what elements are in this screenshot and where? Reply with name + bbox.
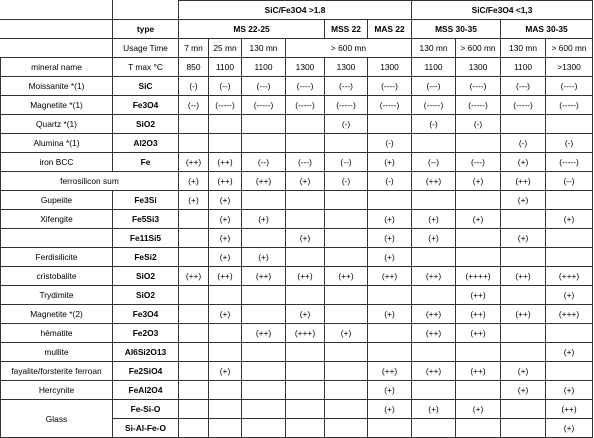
value-cell bbox=[501, 286, 546, 305]
mineral-name-cell: Gupeiite bbox=[1, 191, 113, 210]
value-cell: (+) bbox=[501, 191, 546, 210]
value-cell: (-----) bbox=[501, 96, 546, 115]
value-cell: (-----) bbox=[546, 96, 593, 115]
value-cell bbox=[242, 381, 286, 400]
value-cell bbox=[412, 191, 456, 210]
series-header-row bbox=[1, 20, 593, 39]
value-cell bbox=[179, 419, 209, 438]
usage-time-row bbox=[1, 39, 593, 58]
value-cell: (+) bbox=[179, 191, 209, 210]
value-cell bbox=[325, 419, 368, 438]
value-cell bbox=[179, 324, 209, 343]
value-cell bbox=[242, 362, 286, 381]
value-cell bbox=[501, 248, 546, 267]
value-cell: (+) bbox=[209, 362, 242, 381]
table-row bbox=[1, 191, 593, 210]
value-cell bbox=[412, 343, 456, 362]
table-row bbox=[1, 267, 593, 286]
mineral-name-cell: hématite bbox=[1, 324, 113, 343]
value-cell: (++) bbox=[242, 324, 286, 343]
value-cell bbox=[179, 286, 209, 305]
value-cell bbox=[456, 419, 501, 438]
value-cell: (--) bbox=[325, 153, 368, 172]
type-cell: Fe11Si5 bbox=[113, 229, 179, 248]
value-cell bbox=[209, 134, 242, 153]
value-cell: (++) bbox=[412, 172, 456, 191]
value-cell bbox=[242, 419, 286, 438]
value-cell: (--) bbox=[209, 77, 242, 96]
value-cell bbox=[286, 381, 325, 400]
value-cell bbox=[501, 115, 546, 134]
value-cell: (++) bbox=[179, 267, 209, 286]
value-cell bbox=[456, 248, 501, 267]
value-cell: (+) bbox=[209, 191, 242, 210]
value-cell: (++) bbox=[412, 305, 456, 324]
type-cell: Si-Al-Fe-O bbox=[113, 419, 179, 438]
value-cell: (----) bbox=[546, 77, 593, 96]
value-cell bbox=[286, 191, 325, 210]
value-cell: (+) bbox=[368, 210, 412, 229]
value-cell bbox=[286, 362, 325, 381]
mineral-name-cell: cristobalite bbox=[1, 267, 113, 286]
time-cell: 25 mn bbox=[209, 39, 242, 58]
value-cell: (---) bbox=[242, 77, 286, 96]
usage-time-label: Usage Time bbox=[113, 39, 179, 58]
temp-cell: 1300 bbox=[456, 58, 501, 77]
value-cell: (+) bbox=[412, 229, 456, 248]
type-cell: Al6Si2O13 bbox=[113, 343, 179, 362]
value-cell bbox=[325, 286, 368, 305]
table-row bbox=[1, 362, 593, 381]
value-cell: (+) bbox=[286, 229, 325, 248]
mineral-name-cell: Magnetite *(2) bbox=[1, 305, 113, 324]
temp-cell: 850 bbox=[179, 58, 209, 77]
value-cell: (---) bbox=[325, 77, 368, 96]
value-cell: (-----) bbox=[368, 96, 412, 115]
mineral-name-cell: Glass bbox=[1, 400, 113, 438]
value-cell bbox=[325, 134, 368, 153]
value-cell bbox=[209, 343, 242, 362]
value-cell bbox=[242, 229, 286, 248]
tmax-label: T max °C bbox=[113, 58, 179, 77]
value-cell: (++) bbox=[501, 267, 546, 286]
value-cell: (+) bbox=[501, 153, 546, 172]
value-cell: (-----) bbox=[209, 96, 242, 115]
value-cell bbox=[546, 248, 593, 267]
table-row bbox=[1, 77, 593, 96]
value-cell: (++) bbox=[325, 267, 368, 286]
value-cell: (-) bbox=[456, 115, 501, 134]
series-header: MS 22-25 bbox=[179, 20, 325, 39]
value-cell: (-----) bbox=[325, 96, 368, 115]
type-cell: Fe3Si bbox=[113, 191, 179, 210]
value-cell: (-----) bbox=[242, 96, 286, 115]
table-row bbox=[1, 324, 593, 343]
value-cell: (-) bbox=[325, 115, 368, 134]
value-cell: (+++) bbox=[546, 267, 593, 286]
table-row bbox=[1, 400, 593, 419]
value-cell bbox=[368, 115, 412, 134]
value-cell: (++) bbox=[456, 286, 501, 305]
value-cell bbox=[456, 134, 501, 153]
value-cell: (+++) bbox=[286, 324, 325, 343]
value-cell: (-) bbox=[368, 172, 412, 191]
table-row bbox=[1, 248, 593, 267]
time-cell: 7 mn bbox=[179, 39, 209, 58]
table-row bbox=[1, 115, 593, 134]
value-cell bbox=[368, 324, 412, 343]
mineral-name-cell: mullite bbox=[1, 343, 113, 362]
temp-cell: 1100 bbox=[242, 58, 286, 77]
value-cell bbox=[325, 400, 368, 419]
type-cell: SiO2 bbox=[113, 286, 179, 305]
type-cell: SiC bbox=[113, 77, 179, 96]
value-cell: (+) bbox=[325, 324, 368, 343]
type-cell: Al2O3 bbox=[113, 134, 179, 153]
value-cell: (+) bbox=[546, 286, 593, 305]
value-cell: (---) bbox=[286, 153, 325, 172]
value-cell: (++) bbox=[456, 362, 501, 381]
value-cell: (-----) bbox=[412, 96, 456, 115]
value-cell: (--) bbox=[242, 153, 286, 172]
value-cell bbox=[242, 400, 286, 419]
mineral-name-cell: iron BCC bbox=[1, 153, 113, 172]
value-cell: (---) bbox=[456, 153, 501, 172]
value-cell: (-----) bbox=[546, 153, 593, 172]
mineral-name-cell: Magnetite *(1) bbox=[1, 96, 113, 115]
series-header: MSS 30-35 bbox=[412, 20, 501, 39]
mineral-name-cell: Xifengite bbox=[1, 210, 113, 229]
value-cell: (+) bbox=[412, 210, 456, 229]
value-cell: (-) bbox=[368, 134, 412, 153]
temp-cell: 1100 bbox=[501, 58, 546, 77]
temp-cell: 1100 bbox=[412, 58, 456, 77]
value-cell: (++) bbox=[456, 324, 501, 343]
type-cell: Fe-Si-O bbox=[113, 400, 179, 419]
value-cell bbox=[546, 191, 593, 210]
value-cell bbox=[368, 343, 412, 362]
value-cell: (++) bbox=[412, 324, 456, 343]
value-cell bbox=[179, 115, 209, 134]
value-cell: (-) bbox=[501, 134, 546, 153]
value-cell: (----) bbox=[368, 77, 412, 96]
value-cell bbox=[501, 400, 546, 419]
value-cell bbox=[456, 343, 501, 362]
value-cell bbox=[325, 229, 368, 248]
value-cell: (+) bbox=[286, 305, 325, 324]
mineral-name-cell: Hercynite bbox=[1, 381, 113, 400]
type-cell: SiO2 bbox=[113, 115, 179, 134]
value-cell bbox=[209, 286, 242, 305]
table-row bbox=[1, 172, 593, 191]
value-cell: (++) bbox=[501, 172, 546, 191]
value-cell: (+) bbox=[209, 305, 242, 324]
value-cell: (+) bbox=[368, 305, 412, 324]
value-cell bbox=[286, 115, 325, 134]
value-cell bbox=[242, 305, 286, 324]
series-header: MSS 22 bbox=[325, 20, 368, 39]
value-cell: (+) bbox=[546, 381, 593, 400]
type-cell: Fe5Si3 bbox=[113, 210, 179, 229]
value-cell: (++) bbox=[209, 153, 242, 172]
value-cell bbox=[209, 115, 242, 134]
value-cell: (+) bbox=[501, 229, 546, 248]
value-cell: (++) bbox=[286, 267, 325, 286]
value-cell bbox=[209, 381, 242, 400]
value-cell bbox=[412, 248, 456, 267]
value-cell: (++) bbox=[209, 267, 242, 286]
mineral-name-cell: Trydimite bbox=[1, 286, 113, 305]
value-cell: (-----) bbox=[286, 96, 325, 115]
value-cell bbox=[368, 286, 412, 305]
value-cell bbox=[456, 381, 501, 400]
value-cell bbox=[209, 400, 242, 419]
mineral-name-cell: Alumina *(1) bbox=[1, 134, 113, 153]
value-cell bbox=[501, 419, 546, 438]
value-cell: (---) bbox=[501, 77, 546, 96]
value-cell: (+) bbox=[368, 153, 412, 172]
type-cell: FeSi2 bbox=[113, 248, 179, 267]
time-cell: 130 mn bbox=[501, 39, 546, 58]
value-cell: (++++) bbox=[456, 267, 501, 286]
group-header-right: SiC/Fe3O4 <1,3 bbox=[412, 1, 593, 20]
value-cell: (++) bbox=[368, 362, 412, 381]
value-cell: (-) bbox=[179, 77, 209, 96]
value-cell bbox=[286, 419, 325, 438]
value-cell: (+) bbox=[368, 400, 412, 419]
temperature-row bbox=[1, 58, 593, 77]
value-cell: (+) bbox=[501, 362, 546, 381]
value-cell: (++) bbox=[412, 362, 456, 381]
value-cell: (-----) bbox=[456, 96, 501, 115]
type-cell: Fe3O4 bbox=[113, 96, 179, 115]
value-cell: (+) bbox=[456, 172, 501, 191]
table-row bbox=[1, 210, 593, 229]
value-cell: (+) bbox=[456, 210, 501, 229]
value-cell bbox=[368, 191, 412, 210]
value-cell bbox=[242, 134, 286, 153]
type-cell: Fe2O3 bbox=[113, 324, 179, 343]
series-header: MAS 30-35 bbox=[501, 20, 593, 39]
value-cell bbox=[286, 400, 325, 419]
mineral-name-cell: Moissanite *(1) bbox=[1, 77, 113, 96]
value-cell bbox=[412, 419, 456, 438]
temp-cell: >1300 bbox=[546, 58, 593, 77]
value-cell: (+++) bbox=[546, 305, 593, 324]
value-cell bbox=[179, 343, 209, 362]
value-cell: (+) bbox=[179, 172, 209, 191]
value-cell: (++) bbox=[456, 305, 501, 324]
value-cell: (+) bbox=[209, 248, 242, 267]
value-cell bbox=[368, 419, 412, 438]
value-cell bbox=[242, 286, 286, 305]
value-cell: (-) bbox=[412, 115, 456, 134]
value-cell: (++) bbox=[242, 267, 286, 286]
time-cell: > 600 mn bbox=[286, 39, 412, 58]
table-row bbox=[1, 134, 593, 153]
value-cell: (+) bbox=[209, 229, 242, 248]
value-cell bbox=[412, 381, 456, 400]
mineral-name-cell bbox=[1, 229, 113, 248]
value-cell: (+) bbox=[546, 343, 593, 362]
value-cell: (+) bbox=[546, 419, 593, 438]
value-cell bbox=[286, 134, 325, 153]
value-cell bbox=[325, 248, 368, 267]
temp-cell: 1300 bbox=[368, 58, 412, 77]
value-cell: (---) bbox=[412, 77, 456, 96]
value-cell bbox=[179, 210, 209, 229]
value-cell bbox=[325, 305, 368, 324]
mineral-name-header: mineral name bbox=[1, 58, 113, 77]
value-cell bbox=[501, 343, 546, 362]
value-cell bbox=[325, 191, 368, 210]
value-cell: (-) bbox=[325, 172, 368, 191]
value-cell bbox=[456, 229, 501, 248]
mineral-name-cell: Ferdisilicite bbox=[1, 248, 113, 267]
temp-cell: 1300 bbox=[325, 58, 368, 77]
value-cell: (+) bbox=[368, 248, 412, 267]
temp-cell: 1300 bbox=[286, 58, 325, 77]
value-cell: (++) bbox=[242, 172, 286, 191]
group-header-left: SiC/Fe3O4 >1.8 bbox=[179, 1, 412, 20]
value-cell: (----) bbox=[456, 77, 501, 96]
value-cell bbox=[325, 381, 368, 400]
value-cell: (++) bbox=[368, 267, 412, 286]
value-cell bbox=[209, 324, 242, 343]
value-cell bbox=[179, 134, 209, 153]
value-cell bbox=[501, 210, 546, 229]
value-cell bbox=[179, 362, 209, 381]
value-cell bbox=[325, 210, 368, 229]
table-row bbox=[1, 305, 593, 324]
temp-cell: 1100 bbox=[209, 58, 242, 77]
type-cell: SiO2 bbox=[113, 267, 179, 286]
group-header-row bbox=[1, 1, 593, 20]
value-cell bbox=[286, 343, 325, 362]
table-row bbox=[1, 153, 593, 172]
value-cell: (+) bbox=[501, 381, 546, 400]
type-cell: FeAl2O4 bbox=[113, 381, 179, 400]
value-cell bbox=[242, 343, 286, 362]
table-row bbox=[1, 381, 593, 400]
table-row bbox=[1, 343, 593, 362]
value-cell bbox=[546, 229, 593, 248]
mineral-name-cell: fayalite/forsterite ferroan bbox=[1, 362, 113, 381]
value-cell: (++) bbox=[501, 305, 546, 324]
mineral-name-cell: ferrosilicon sum bbox=[1, 172, 179, 191]
value-cell: (++) bbox=[209, 172, 242, 191]
series-header: MAS 22 bbox=[368, 20, 412, 39]
mineral-name-cell: Quartz *(1) bbox=[1, 115, 113, 134]
time-cell: 130 mn bbox=[412, 39, 456, 58]
value-cell bbox=[242, 191, 286, 210]
time-cell: > 600 mn bbox=[546, 39, 593, 58]
type-cell: Fe3O4 bbox=[113, 305, 179, 324]
value-cell bbox=[546, 115, 593, 134]
value-cell: (+) bbox=[286, 172, 325, 191]
value-cell bbox=[325, 362, 368, 381]
value-cell: (++) bbox=[412, 267, 456, 286]
value-cell: (+) bbox=[242, 210, 286, 229]
value-cell: (+) bbox=[412, 400, 456, 419]
value-cell bbox=[286, 248, 325, 267]
value-cell bbox=[179, 229, 209, 248]
value-cell bbox=[179, 305, 209, 324]
value-cell bbox=[179, 400, 209, 419]
value-cell: (--) bbox=[412, 153, 456, 172]
value-cell: (+) bbox=[546, 210, 593, 229]
value-cell bbox=[242, 115, 286, 134]
value-cell: (+) bbox=[242, 248, 286, 267]
value-cell bbox=[286, 210, 325, 229]
value-cell: (++) bbox=[546, 400, 593, 419]
value-cell bbox=[325, 343, 368, 362]
value-cell bbox=[412, 134, 456, 153]
table-row bbox=[1, 229, 593, 248]
value-cell: (--) bbox=[179, 96, 209, 115]
type-cell: Fe2SiO4 bbox=[113, 362, 179, 381]
value-cell bbox=[209, 419, 242, 438]
time-cell: 130 mn bbox=[242, 39, 286, 58]
value-cell: (+) bbox=[368, 381, 412, 400]
value-cell bbox=[546, 324, 593, 343]
value-cell bbox=[286, 286, 325, 305]
value-cell bbox=[501, 324, 546, 343]
table-row bbox=[1, 96, 593, 115]
value-cell bbox=[412, 286, 456, 305]
value-cell: (-) bbox=[546, 134, 593, 153]
value-cell bbox=[179, 381, 209, 400]
value-cell: (+) bbox=[456, 400, 501, 419]
value-cell: (+) bbox=[368, 229, 412, 248]
value-cell: (----) bbox=[286, 77, 325, 96]
table-row bbox=[1, 286, 593, 305]
value-cell bbox=[546, 362, 593, 381]
value-cell bbox=[456, 191, 501, 210]
time-cell: > 600 mn bbox=[456, 39, 501, 58]
value-cell: (+) bbox=[209, 210, 242, 229]
value-cell: (--) bbox=[546, 172, 593, 191]
type-cell: Fe bbox=[113, 153, 179, 172]
value-cell: (++) bbox=[179, 153, 209, 172]
type-header: type bbox=[113, 20, 179, 39]
value-cell bbox=[179, 248, 209, 267]
